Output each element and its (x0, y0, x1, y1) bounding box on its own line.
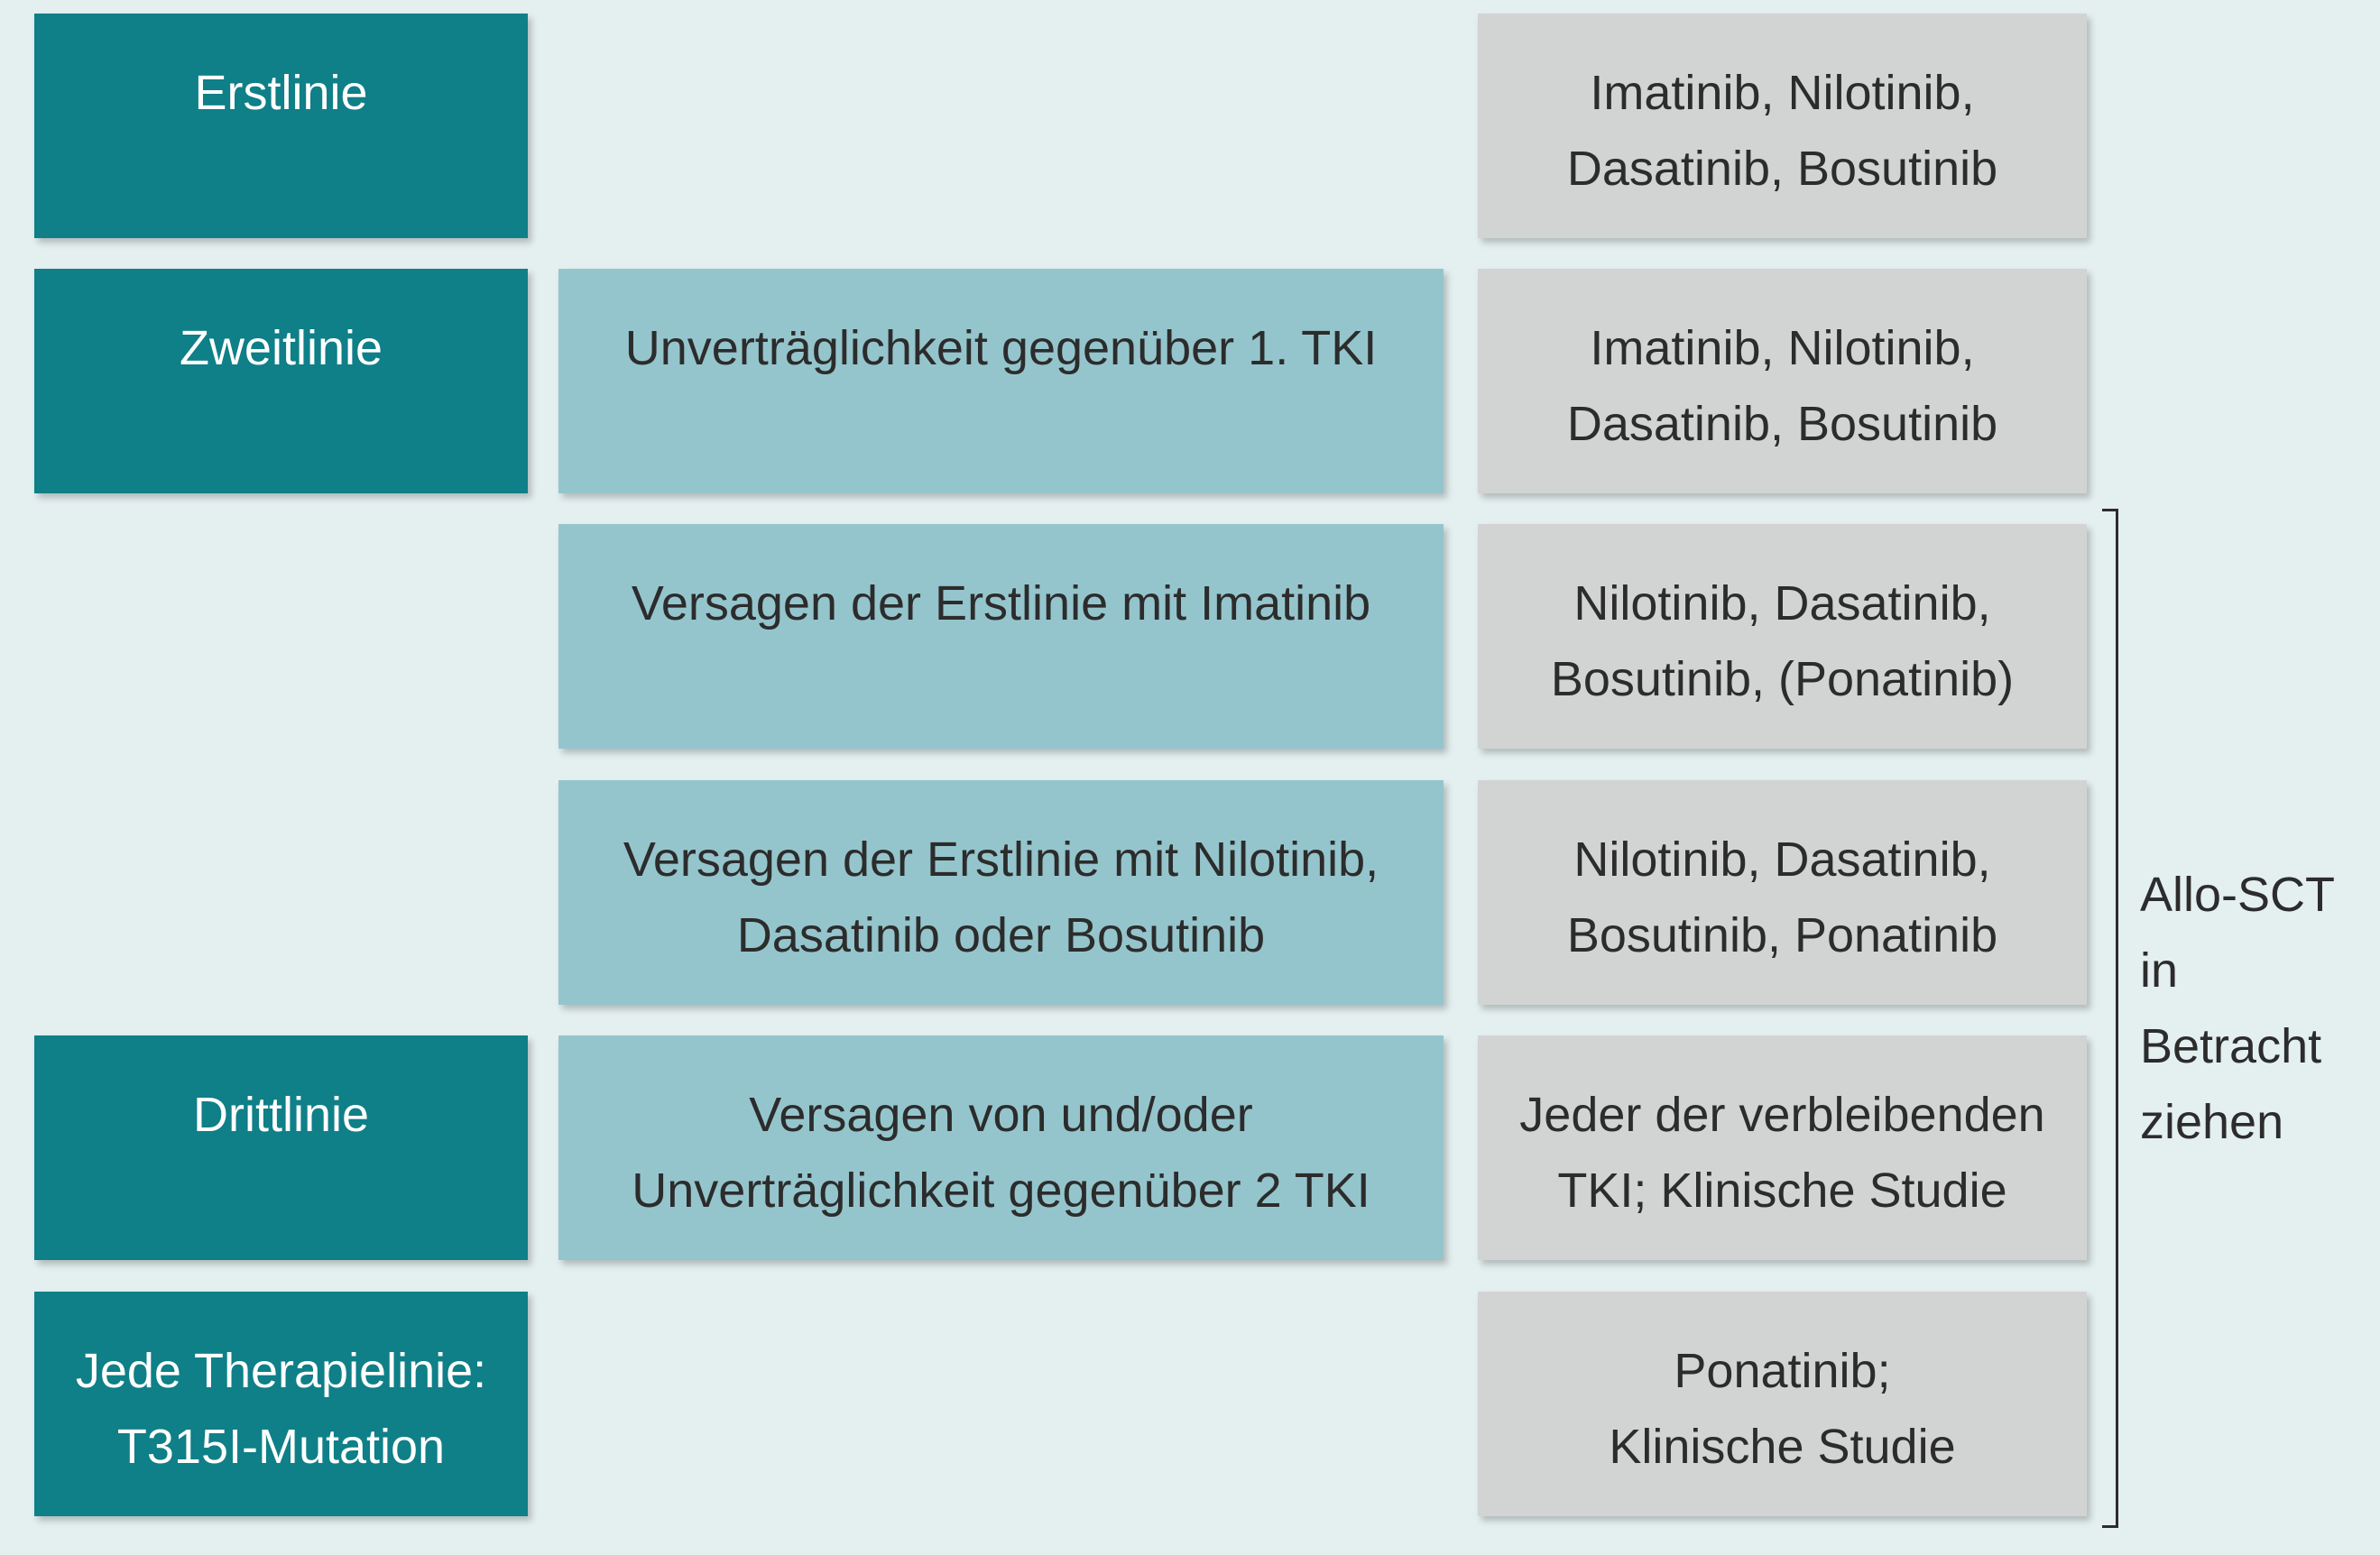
condition-text: Unverträglichkeit gegenüber 2 TKI (632, 1164, 1370, 1218)
therapy-box-erstlinie (1478, 14, 2087, 238)
condition-text: Versagen von und/oder (749, 1088, 1253, 1142)
therapy-box-versagen-imatinib (1478, 524, 2087, 749)
line-box-drittlinie (34, 1035, 528, 1260)
therapy-text: Bosutinib, Ponatinib (1566, 908, 1998, 962)
allo-sct-label-line: in (2140, 943, 2179, 998)
therapy-box-t315i (1478, 1292, 2087, 1516)
condition-box-versagen-nilotinib (558, 780, 1444, 1005)
line-box-zweitlinie (34, 269, 528, 493)
condition-text: Versagen der Erstlinie mit Imatinib (631, 576, 1371, 630)
therapy-text: TKI; Klinische Studie (1557, 1164, 2007, 1218)
allo-sct-label-line: Betracht (2140, 1019, 2322, 1073)
line-label: Erstlinie (194, 66, 368, 120)
therapy-text: Klinische Studie (1609, 1420, 1956, 1474)
condition-text: Unverträglichkeit gegenüber 1. TKI (624, 321, 1378, 375)
therapy-text: Bosutinib, (Ponatinib) (1550, 652, 2015, 706)
condition-box-versagen-2-tki (558, 1035, 1444, 1260)
therapy-text: Jeder der verbleibenden (1519, 1088, 2045, 1142)
therapy-text: Nilotinib, Dasatinib, (1573, 833, 1991, 887)
allo-sct-label-line: Allo-SCT (2140, 868, 2336, 922)
allo-sct-bracket (2102, 509, 2118, 1528)
line-box-erstlinie (34, 14, 528, 238)
allo-sct-label (2140, 857, 2335, 1160)
line-label: Jede Therapielinie: (75, 1344, 487, 1398)
line-label: Zweitlinie (179, 321, 383, 375)
condition-box-unvertraeglichkeit-1-tki (558, 269, 1444, 493)
therapy-text: Imatinib, Nilotinib, (1590, 321, 1975, 375)
therapy-box-versagen-nilotinib (1478, 780, 2087, 1005)
therapy-text: Nilotinib, Dasatinib, (1573, 576, 1991, 630)
therapy-text: Imatinib, Nilotinib, (1590, 66, 1975, 120)
line-box-jede-therapielinie (34, 1292, 528, 1516)
therapy-text: Ponatinib; (1674, 1344, 1891, 1398)
therapy-text: Dasatinib, Bosutinib (1566, 397, 1998, 451)
line-label: Drittlinie (192, 1088, 370, 1142)
therapy-text: Dasatinib, Bosutinib (1566, 142, 1998, 196)
condition-text: Versagen der Erstlinie mit Nilotinib, (623, 833, 1379, 887)
condition-box-versagen-imatinib (558, 524, 1444, 749)
therapy-box-zweitlinie (1478, 269, 2087, 493)
condition-text: Dasatinib oder Bosutinib (736, 908, 1266, 962)
allo-sct-label-line: ziehen (2140, 1095, 2284, 1149)
line-label: T315I-Mutation (116, 1420, 446, 1474)
therapy-box-drittlinie (1478, 1035, 2087, 1260)
